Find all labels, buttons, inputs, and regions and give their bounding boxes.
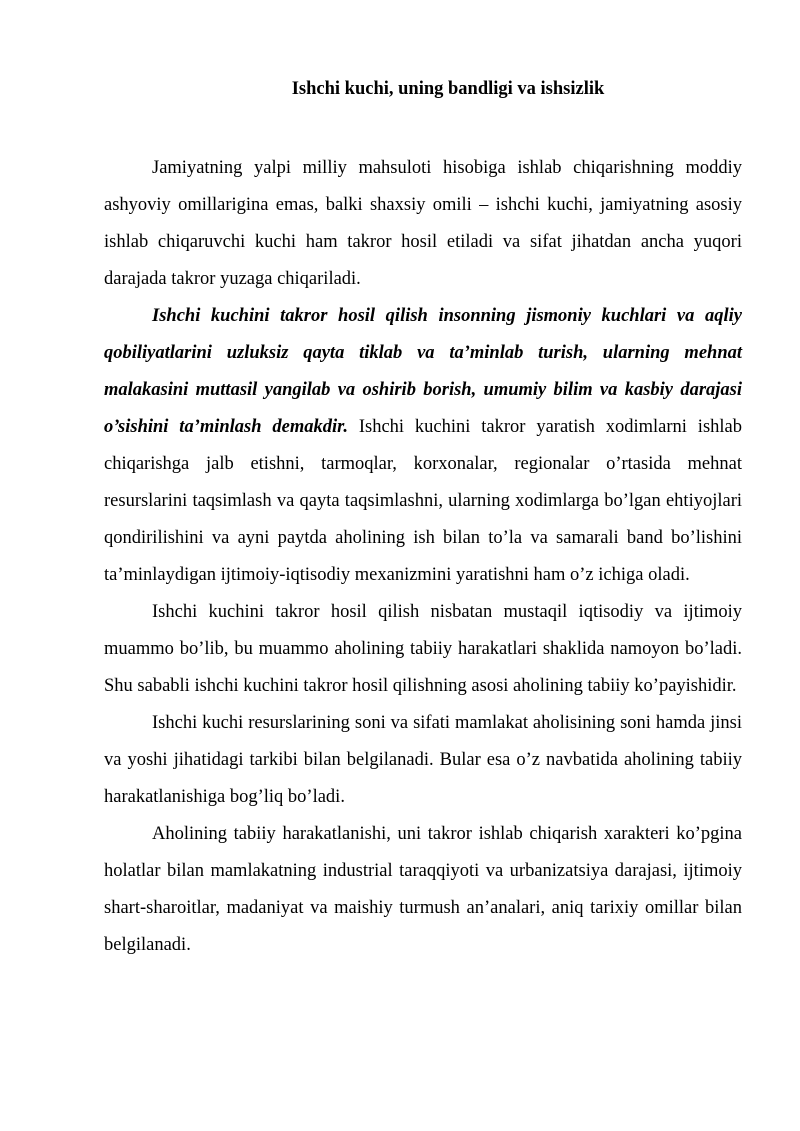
- paragraph-text: Aholining tabiiy harakatlanishi, uni takror ishlab chiqarish xarakteri ko’pgina holatlar bilan mamlakatning industrial taraqqiyoti va urbanizatsiya darajasi, ijtimoiy shart-sharoitlar, madaniyat va maishiy turmush an’analari, aniq tarixiy omillar bilan belgilanadi.: [104, 824, 742, 955]
- paragraph-text: Ishchi kuchini takror hosil qilish nisbatan mustaqil iqtisodiy va ijtimoiy muammo bo’lib, bu muammo aholining tabiiy harakatlari shaklida namoyon bo’ladi. Shu sababli ishchi kuchini takror hosil qilishning asosi aholining tabiiy ko’payishidir.: [104, 602, 742, 696]
- page-title: Ishchi kuchi, uning bandligi va ishsizlik: [291, 79, 605, 99]
- paragraph-4: [104, 705, 742, 816]
- paragraph-5: [104, 816, 742, 964]
- paragraph-2: [104, 298, 742, 594]
- emphasized-definition: Ishchi kuchini takror hosil qilish insonning jismoniy kuchlari va aqliy qobiliyatlarini uzluksiz qayta tiklab va ta’minlab turish, ularning mehnat malakasini muttasil yangilab va oshirib borish, umumiy bilim va kasbiy darajasi o’sishini ta’minlash demakdir.: [104, 306, 742, 437]
- paragraph-1: [104, 150, 742, 298]
- document-body: [104, 150, 742, 964]
- paragraph-text: Ishchi kuchini takror yaratish xodimlarni ishlab chiqarishga jalb etishni, tarmoqlar, korxonalar, regionalar o’rtasida mehnat resurslarini taqsimlash va qayta taqsimlashni, ularning xodimlarga bo’lgan ehtiyojlari qondirilishini va ayni paytda aholining ish bilan to’la va samarali band bo’lishini ta’minlaydigan ijtimoiy-iqtisodiy mexanizmini yaratishni ham o’z ichiga oladi.: [104, 417, 742, 585]
- paragraph-text: Ishchi kuchi resurslarining soni va sifati mamlakat aholisining soni hamda jinsi va yoshi jihatidagi tarkibi bilan belgilanadi. Bular esa o’z navbatida aholining tabiiy harakatlanishiga bog’liq bo’ladi.: [104, 713, 742, 807]
- paragraph-text: Jamiyatning yalpi milliy mahsuloti hisobiga ishlab chiqarishning moddiy ashyoviy omillarigina emas, balki shaxsiy omili – ishchi kuchi, jamiyatning asosiy ishlab chiqaruvchi kuchi ham takror hosil etiladi va sifat jihatdan ancha yuqori darajada takror yuzaga chiqariladi.: [104, 158, 742, 289]
- paragraph-3: [104, 594, 742, 705]
